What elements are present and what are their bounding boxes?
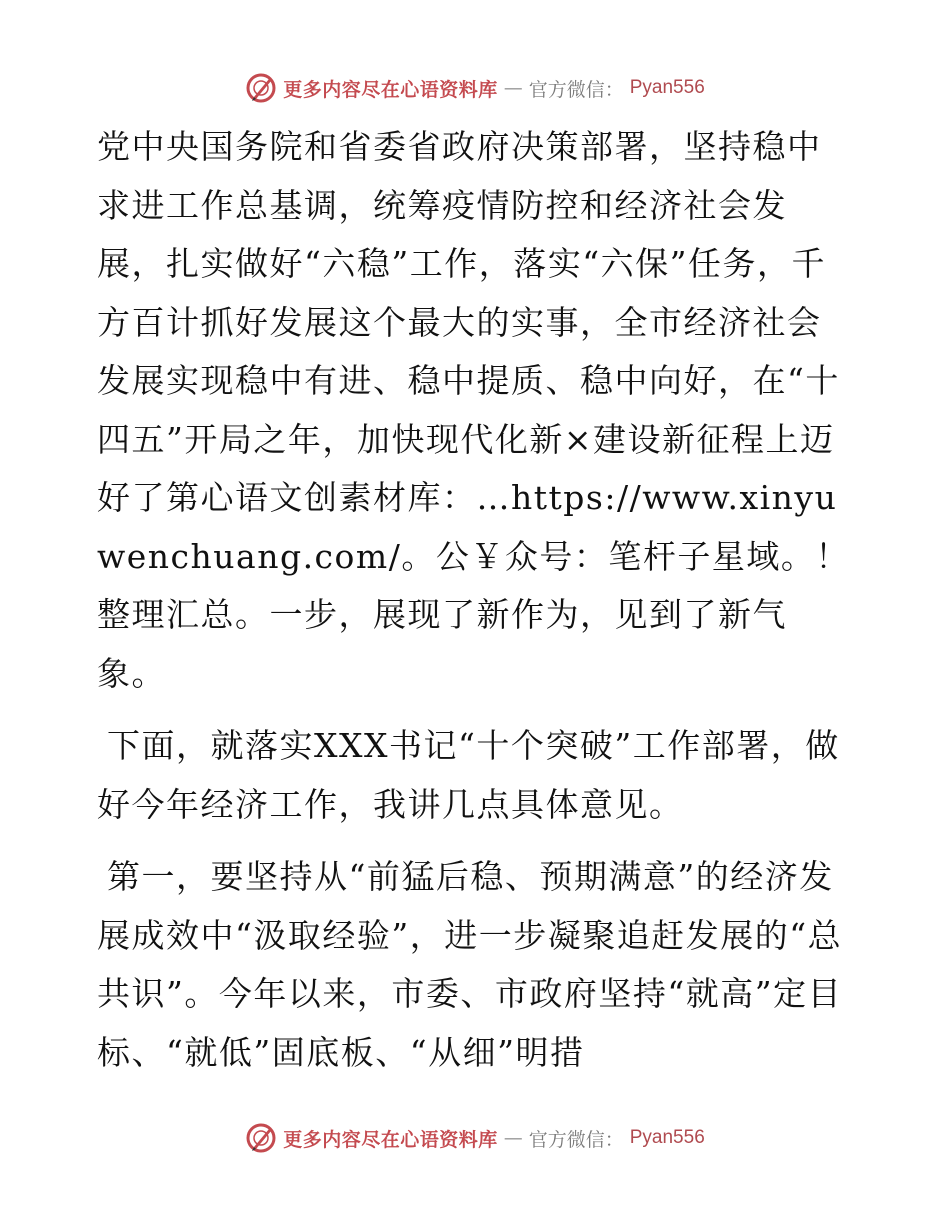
header-site-name: 更多内容尽在心语资料库	[283, 78, 498, 101]
document-body	[97, 118, 853, 1082]
header-banner	[0, 72, 950, 104]
footer-wechat-id: Pyan556	[629, 1127, 705, 1148]
quill-pen-logo-icon	[245, 1122, 277, 1154]
footer-site-name: 更多内容尽在心语资料库	[283, 1128, 498, 1151]
header-wechat-label: 官方微信：	[528, 78, 624, 101]
footer-wechat-label: 官方微信：	[528, 1128, 624, 1151]
quill-pen-logo-icon	[245, 72, 277, 104]
paragraph-1: 党中央国务院和省委省政府决策部署，坚持稳中求进工作总基调，统筹疫情防控和经济社会发展，扎实做好“六稳”工作，落实“六保”任务，千方百计抓好发展这个最大的实事，全市经济社会发展实现稳中有进、稳中提质、稳中向好，在“十四五”开局之年，加快现代化新×建设新征程上迈好了第心语文创素材库：…https://www.xinyuwenchuang.com/。公￥众号：笔杆子星域。！整理汇总。一步，展现了新作为，见到了新气象。	[97, 127, 850, 693]
footer-dash: —	[503, 1127, 523, 1149]
paragraph-3: 第一，要坚持从“前猛后稳、预期满意”的经济发展成效中“汲取经验”，进一步凝聚追赶发展的“总共识”。今年以来，市委、市政府坚持“就高”定目标、“就低”固底板、“从细”明措	[97, 857, 843, 1072]
header-wechat-id: Pyan556	[629, 77, 705, 98]
header-dash: —	[503, 77, 523, 99]
paragraph-2: 下面，就落实XXX书记“十个突破”工作部署，做好今年经济工作，我讲几点具体意见。	[97, 726, 840, 824]
footer-banner	[0, 1122, 950, 1154]
